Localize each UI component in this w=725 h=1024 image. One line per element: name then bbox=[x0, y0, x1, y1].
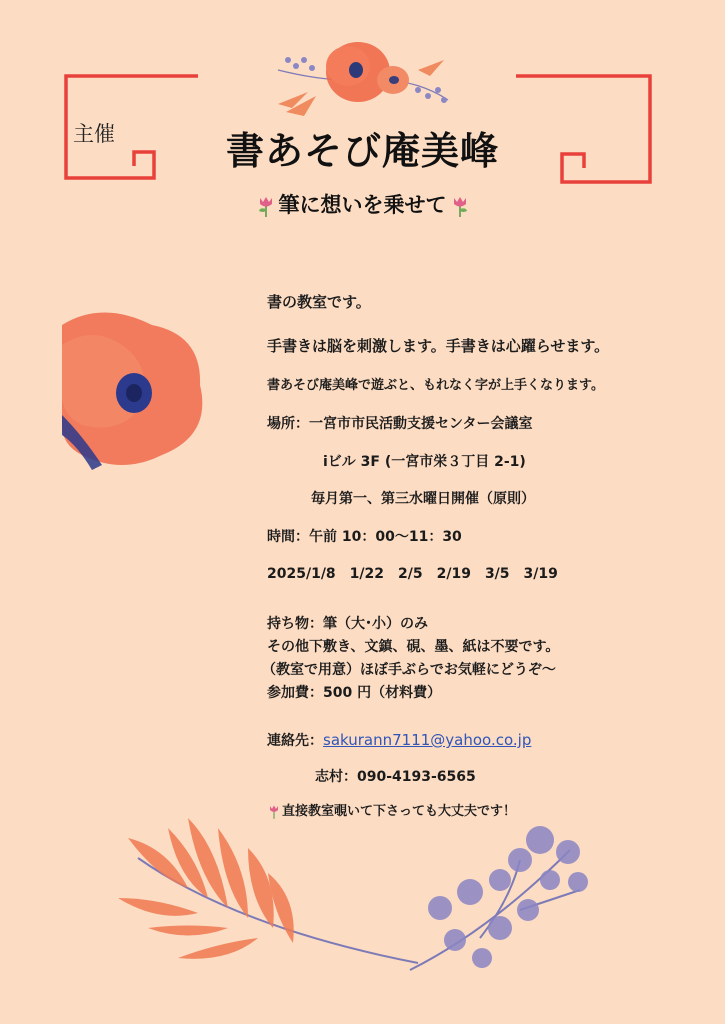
subtitle bbox=[0, 189, 725, 219]
contact-phone: 志村：090-4193-6565 bbox=[315, 769, 476, 785]
page-title: 書あそび庵美峰 bbox=[225, 129, 499, 173]
contact-line bbox=[267, 730, 531, 750]
contact-label: 連絡先： bbox=[267, 733, 323, 749]
building-line: iビル 3F (一宮市栄３丁目 2-1) bbox=[323, 454, 526, 470]
tulip-icon bbox=[257, 195, 275, 217]
intro-line-3: 書あそび庵美峰で遊ぶと、もれなく字が上手くなります。 bbox=[267, 378, 604, 393]
intro-line-2: 手書きは脳を刺激します。手書きは心躍らせます。 bbox=[267, 337, 610, 355]
place-line: 場所：一宮市市民活動支援センター会議室 bbox=[267, 416, 533, 432]
subtitle-text: 筆に想いを乗せて bbox=[278, 193, 447, 217]
contact-email-link[interactable]: sakurann7111@yahoo.co.jp bbox=[323, 731, 532, 749]
items-note-2: （教室で用意）ほぼ手ぶらでお気軽にどうぞ～ bbox=[262, 662, 556, 678]
items-note-1: その他下敷き、文鎮、硯、墨、紙は不要です。 bbox=[267, 639, 560, 655]
dates-line: 2025/1/8 1/22 2/5 2/19 3/5 3/19 bbox=[267, 566, 558, 582]
visit-note-text: 直接教室覗いて下さっても大丈夫です！ bbox=[282, 804, 517, 819]
sponsor-label: 主催 bbox=[73, 122, 115, 146]
leaf-branch bbox=[118, 818, 438, 978]
poppy-flower bbox=[62, 305, 212, 480]
schedule-line: 毎月第一、第三水曜日開催（原則） bbox=[311, 491, 535, 507]
tulip-icon bbox=[451, 195, 469, 217]
fee-line: 参加費：500 円（材料費） bbox=[267, 685, 442, 701]
tulip-icon bbox=[268, 804, 280, 819]
time-line: 時間：午前 10：00～11：30 bbox=[267, 529, 462, 545]
berry-branch bbox=[400, 820, 600, 980]
visit-note bbox=[268, 800, 516, 819]
intro-line-1: 書の教室です。 bbox=[267, 293, 371, 311]
top-flower-cluster bbox=[268, 30, 458, 120]
items-line: 持ち物：筆（大･小）のみ bbox=[267, 616, 428, 632]
